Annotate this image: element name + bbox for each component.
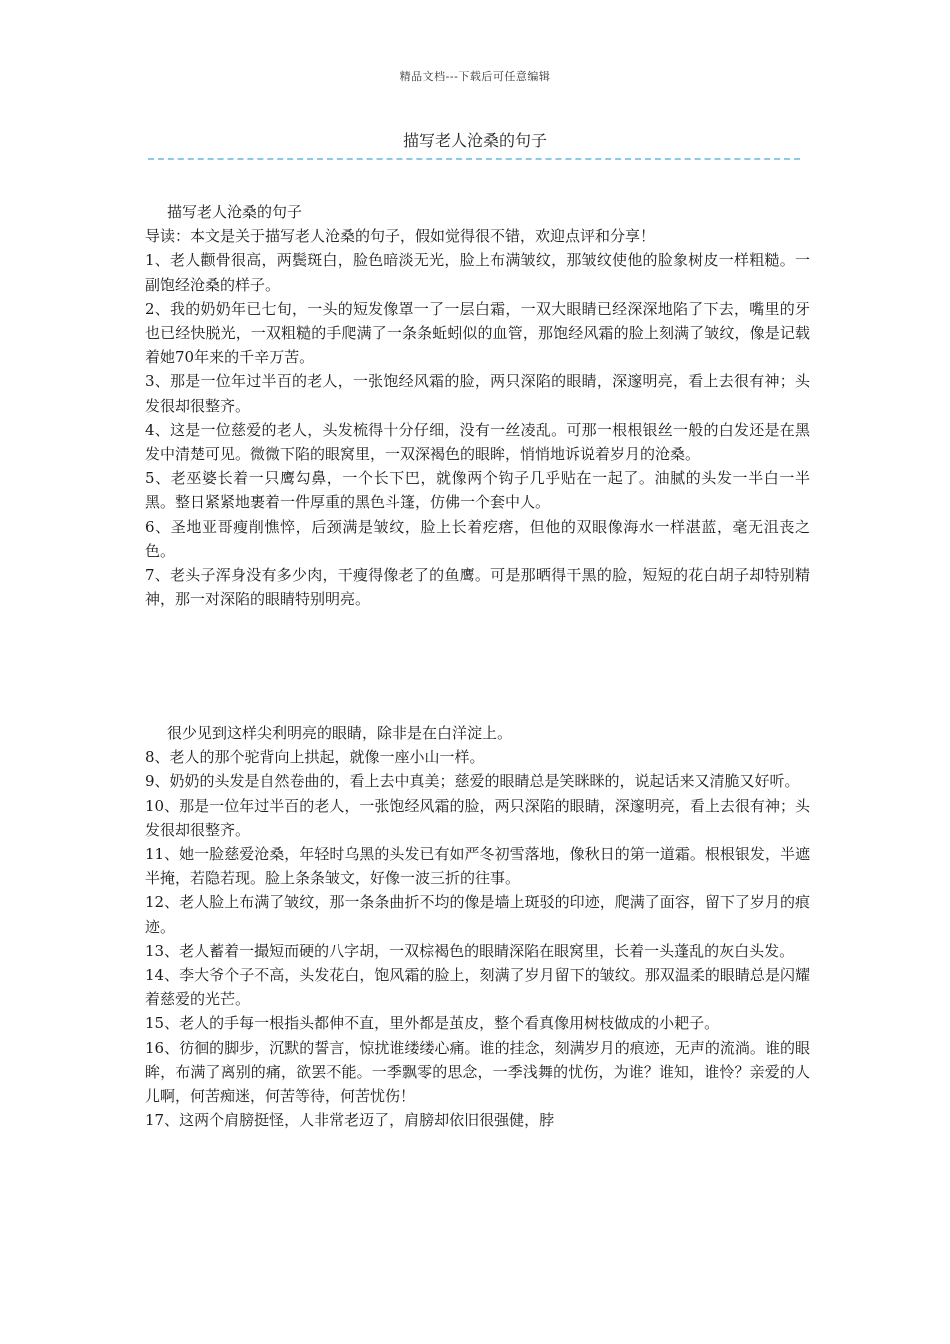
list-item: 10、那是一位年过半百的老人，一张饱经风霜的脸，两只深陷的眼睛，深邃明亮，看上去很有神；头发很却很整齐。: [145, 796, 810, 839]
document-title: 描写老人沧桑的句子: [402, 131, 547, 150]
section-heading: 描写老人沧桑的句子: [167, 203, 303, 221]
list-item: 11、她一脸慈爱沧桑，年轻时乌黑的头发已有如严冬初雪落地，像秋日的第一道霜。根根银发，半遮半掩，若隐若现。脸上条条皱文，好像一波三折的往事。: [145, 845, 810, 888]
list-item: 16、彷徊的脚步，沉默的誓言，惊扰谁缕缕心痛。谁的挂念，刻满岁月的痕迹，无声的流淌。谁的眼眸，布满了离别的痛，欲罢不能。一季飘零的思念，一季浅舞的忧伤，为谁？谁知，谁怜？亲爱的人儿啊，何苦痴迷，何苦等待，何苦忧伤！: [145, 1038, 810, 1106]
list-item: 5、老巫婆长着一只鹰勾鼻，一个长下巴，就像两个钩子几乎贴在一起了。油腻的头发一半白一半黑。整日紧紧地裹着一件厚重的黑色斗篷，仿佛一个套中人。: [145, 469, 810, 512]
list-item: 3、那是一位年过半百的老人，一张饱经风霜的脸，两只深陷的眼睛，深邃明亮，看上去很有神；头发很却很整齐。: [145, 372, 810, 415]
header-note: 精品文档---下载后可任意编辑: [399, 70, 551, 83]
list-item: 8、老人的那个驼背向上拱起，就像一座小山一样。: [145, 748, 485, 767]
list-item: 7、老头子浑身没有多少肉，干瘦得像老了的鱼鹰。可是那晒得干黑的脸，短短的花白胡子却特别精神，那一对深陷的眼睛特别明亮。: [145, 566, 810, 609]
list-item: 4、这是一位慈爱的老人，头发梳得十分仔细，没有一丝凌乱。可那一根根银丝一般的白发还是在黑发中清楚可见。微微下陷的眼窝里，一双深褐色的眼眸，悄悄地诉说着岁月的沧桑。: [145, 420, 810, 464]
intro-paragraph: 导读：本文是关于描写老人沧桑的句子，假如觉得很不错，欢迎点评和分享！: [145, 227, 656, 246]
content-section-1: [145, 200, 810, 611]
list-item: 9、奶奶的头发是自然卷曲的，看上去中真美；慈爱的眼睛总是笑眯眯的，说起话来又清脆又好听。: [145, 772, 800, 791]
list-item: 15、老人的手每一根指头都伸不直，里外都是茧皮，整个看真像用树枝做成的小耙子。: [145, 1014, 720, 1033]
content-section-2: [145, 721, 810, 1132]
lead-paragraph: 很少见到这样尖利明亮的眼睛，除非是在白洋淀上。: [167, 724, 513, 742]
list-item: 17、这两个肩膀挺怪，人非常老迈了，肩膀却依旧很强健，脖: [145, 1111, 555, 1130]
list-item: 13、老人蓄着一撮短而硬的八字胡，一双棕褐色的眼睛深陷在眼窝里，长着一头蓬乱的灰白头发。: [145, 941, 795, 960]
list-item: 6、圣地亚哥瘦削憔悴，后颈满是皱纹，脸上长着疙瘩，但他的双眼像海水一样湛蓝，毫无沮丧之色。: [145, 517, 810, 560]
list-item: 2、我的奶奶年已七旬，一头的短发像罩一了一层白霜，一双大眼睛已经深深地陷了下去，嘴里的牙也已经快脱光，一双粗糙的手爬满了一条条蚯蚓似的血管，那饱经风霜的脸上刻满了皱纹，像是记载着她70年来的千辛万苦。: [145, 299, 810, 367]
title-divider: [148, 158, 800, 160]
list-item: 14、李大爷个子不高，头发花白，饱风霜的脸上，刻满了岁月留下的皱纹。那双温柔的眼睛总是闪耀着慈爱的光芒。: [145, 966, 810, 1009]
list-item: 1、老人颧骨很高，两鬓斑白，脸色暗淡无光，脸上布满皱纹，那皱纹使他的脸象树皮一样粗糙。一副饱经沧桑的样子。: [145, 251, 810, 294]
list-item: 12、老人脸上布满了皱纹，那一条条曲折不均的像是墙上斑驳的印迹，爬满了面容，留下了岁月的痕迹。: [145, 893, 810, 936]
